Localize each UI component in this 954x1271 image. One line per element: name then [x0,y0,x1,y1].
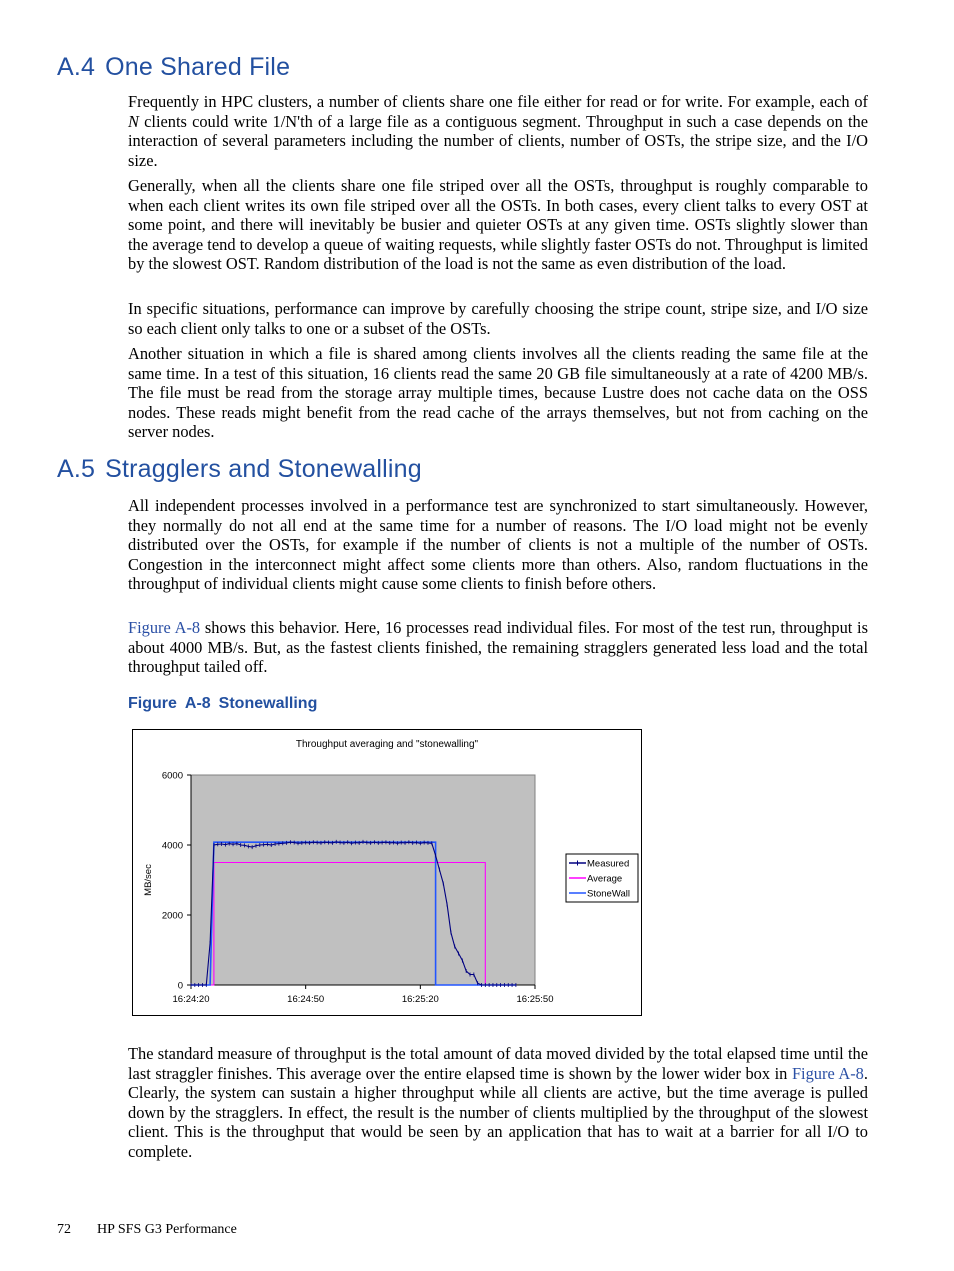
section-title: One Shared File [105,53,291,81]
emphasis: N [128,111,139,131]
paragraph: Generally, when all the clients share one file striped over all the OSTs, throughput is roughly comparable to when each client writes its own file striped over all the OSTs. In both cases, every client talks to every OST at some point, and there will inevitably be busier and quieter OSTs at any given time. OSTs slightly slower than the average tend to develop a queue of waiting requests, while slightly faster OSTs do not. Throughput is limited by the slowest OST. Random distribution of the load is not the same as even distribution of the load. [128,176,868,273]
doc-title: HP SFS G3 Performance [97,1222,237,1237]
chart-title: Throughput averaging and "stonewalling" [295,739,479,750]
paragraph: In specific situations, performance can improve by carefully choosing the stripe count, stripe size, and I/O size so each client only talks to one or a subset of the OSTs. [128,299,868,338]
x-tick-label: 16:24:20 [172,994,210,1005]
paragraph: Another situation in which a file is shared among clients involves all the clients reading the same file at the same time. In a test of this situation, 16 clients read the same 20 GB file simultaneously at a rate of 4200 MB/s. The file must be read from the storage array multiple times, because Lustre does not cache data on the OSS nodes. These reads might benefit from the read cache of the arrays themselves, but not from caching on the server nodes. [128,344,868,441]
stonewalling-chart [132,729,642,1016]
figure-label: Figure [128,695,177,712]
paragraph: Figure A-8 shows this behavior. Here, 16 processes read individual files. For most of the test run, throughput is about 4000 MB/s. But, as the fastest clients finished, the remaining stragglers generated less load and the total throughput tailed off. [128,618,868,676]
x-tick-label: 16:24:50 [287,994,325,1005]
y-tick-label: 2000 [161,910,183,922]
y-tick-label: 4000 [161,840,183,852]
y-tick-label: 6000 [161,770,183,782]
legend-label-stonewall: StoneWall [587,888,630,900]
figure-title: Stonewalling [218,695,318,712]
y-axis-label: MB/sec [143,864,154,896]
figure-caption [128,695,317,713]
paragraph: All independent processes involved in a performance test are synchronized to start simultaneously. However, they normally do not all end at the same time for a number of reasons. The I/O load might not be evenly distributed over the OSTs, for example if the number of clients is not a multiple of the number of OSTs. Congestion in the interconnect might affect some clients more than others. Also, random fluctuations in the throughput of individual clients might cause some clients to finish before others. [128,496,868,593]
legend-label-measured: Measured [587,858,630,870]
paragraph: Frequently in HPC clusters, a number of clients share one file either for read or for write. For example, each of N clients could write 1/N'th of a large file as a contiguous segment. Throughput in such a case depends on the interaction of several parameters including the number of clients, number of OSTs, the stripe size, and the I/O size. [128,92,868,170]
paragraph: The standard measure of throughput is the total amount of data moved divided by the total elapsed time until the last straggler finishes. This average over the entire elapsed time is shown by the lower wider box in Figure A-8. Clearly, the system can sustain a higher throughput while all clients are active, but the time average is pulled down by the stragglers. In effect, the result is the number of clients multiplied by the throughput of the slowest client. This is the throughput that would be seen by an application that has to wait at a barrier for all I/O to complete. [128,1044,868,1161]
page-number: 72 [57,1222,71,1237]
figure-link[interactable]: Figure A-8 [128,618,201,637]
figure-link[interactable]: Figure A-8 [791,1063,864,1083]
section-title: Stragglers and Stonewalling [105,455,422,483]
plot-area [191,775,535,985]
section-number: A.5 [57,455,96,483]
figure-id: A-8 [184,695,211,712]
x-tick-label: 16:25:20 [401,994,439,1005]
legend-label-average: Average [587,873,623,885]
page-footer [57,1222,237,1238]
x-tick-label: 16:25:50 [516,994,554,1005]
section-number: A.4 [57,53,96,81]
section-heading-a5 [57,455,422,484]
y-tick-label: 0 [177,980,183,992]
section-heading-a4 [57,53,290,82]
